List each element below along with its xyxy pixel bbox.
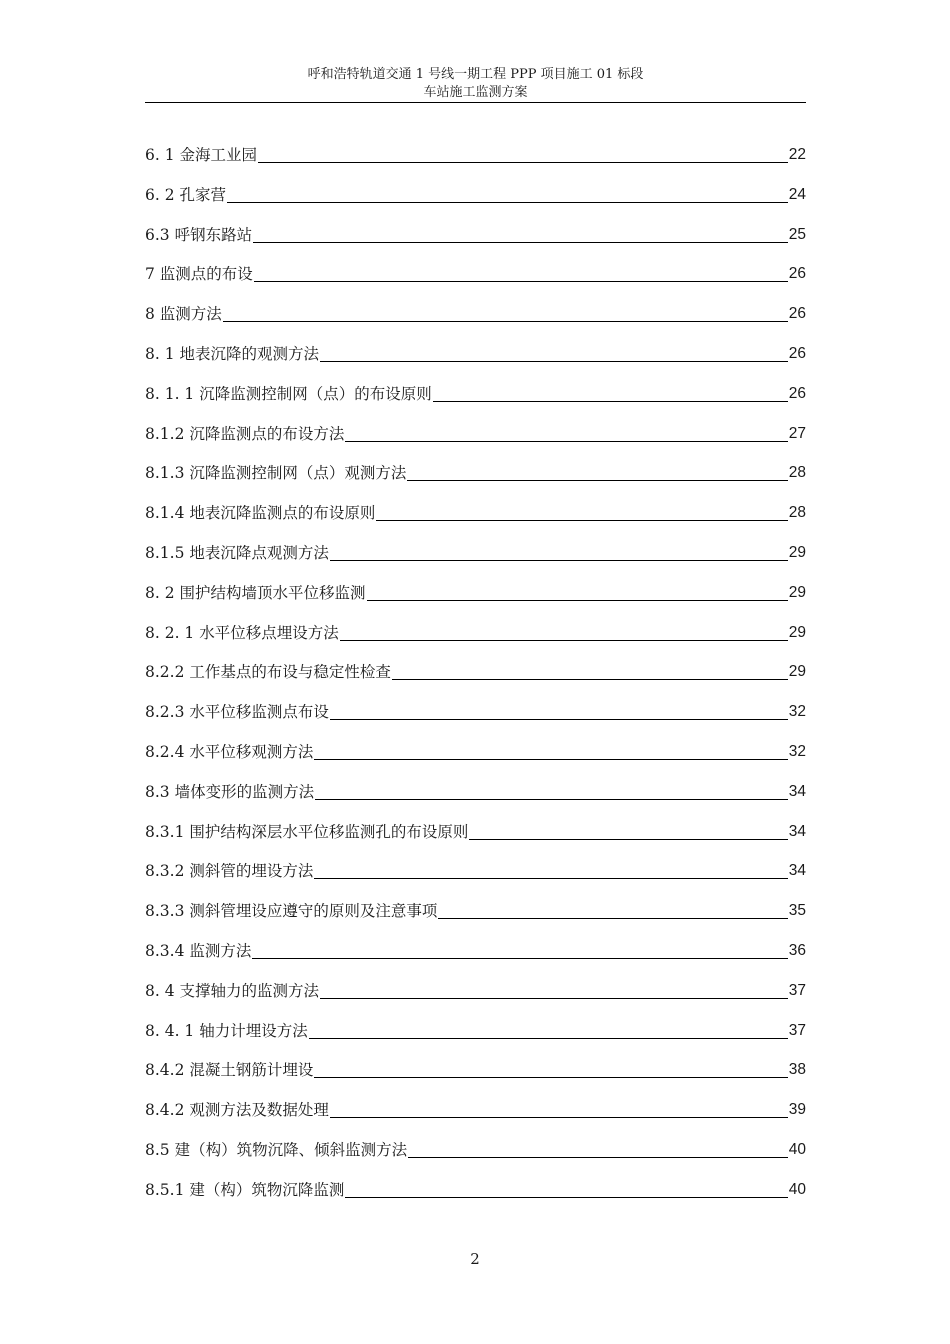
toc-entry-title: 8.3.1 围护结构深层水平位移监测孔的布设原则 <box>145 822 469 841</box>
toc-leader-line <box>320 341 788 362</box>
toc-entry-title: 8.2.4 水平位移观测方法 <box>145 742 314 761</box>
toc-leader-line <box>340 620 788 641</box>
toc-entry[interactable] <box>145 421 806 461</box>
toc-leader-line <box>315 779 788 800</box>
toc-entry[interactable] <box>145 1137 806 1177</box>
toc-entry[interactable] <box>145 182 806 222</box>
toc-entry-title: 8. 4 支撑轴力的监测方法 <box>145 981 320 1000</box>
toc-entry-page: 37 <box>788 981 806 999</box>
toc-leader-line <box>438 898 787 919</box>
toc-leader-line <box>314 1057 787 1078</box>
toc-leader-line <box>314 858 787 879</box>
toc-entry-title: 8.1.2 沉降监测点的布设方法 <box>145 424 345 443</box>
toc-entry[interactable] <box>145 819 806 859</box>
toc-leader-line <box>223 301 788 322</box>
toc-leader-line <box>407 460 787 481</box>
toc-entry[interactable] <box>145 261 806 301</box>
page-header <box>145 66 806 102</box>
toc-entry-title: 8.2.2 工作基点的布设与稳定性检查 <box>145 663 391 682</box>
toc-entry-page: 29 <box>788 583 806 601</box>
toc-entry[interactable] <box>145 978 806 1018</box>
toc-leader-line <box>258 142 788 163</box>
toc-entry-page: 27 <box>788 424 806 442</box>
toc-entry-page: 29 <box>788 543 806 561</box>
toc-entry[interactable] <box>145 659 806 699</box>
toc-entry-page: 32 <box>788 742 806 760</box>
toc-entry[interactable] <box>145 1018 806 1058</box>
toc-entry[interactable] <box>145 858 806 898</box>
toc-leader-line <box>227 182 788 203</box>
toc-leader-line <box>254 261 788 282</box>
toc-leader-line <box>252 938 787 959</box>
toc-entry[interactable] <box>145 540 806 580</box>
toc-entry[interactable] <box>145 341 806 381</box>
toc-entry-page: 36 <box>788 941 806 959</box>
toc-entry-title: 8. 4. 1 轴力计埋设方法 <box>145 1021 308 1040</box>
toc-leader-line <box>408 1137 788 1158</box>
toc-entry[interactable] <box>145 460 806 500</box>
toc-entry-page: 40 <box>788 1140 806 1158</box>
toc-leader-line <box>392 659 788 680</box>
toc-entry-title: 8.1.4 地表沉降监测点的布设原则 <box>145 504 376 523</box>
toc-entry-page: 29 <box>788 663 806 681</box>
toc-entry-title: 8. 2. 1 水平位移点埋设方法 <box>145 623 339 642</box>
toc-leader-line <box>320 978 788 999</box>
header-project-title: 呼和浩特轨道交通 1 号线一期工程 PPP 项目施工 01 标段 <box>307 67 644 82</box>
toc-entry-title: 7 监测点的布设 <box>145 265 253 284</box>
toc-entry[interactable] <box>145 898 806 938</box>
toc-entry-title: 6. 2 孔家营 <box>145 185 227 204</box>
table-of-contents <box>145 142 806 1217</box>
header-document-title: 车站施工监测方案 <box>423 85 528 100</box>
toc-entry[interactable] <box>145 142 806 182</box>
toc-entry-page: 24 <box>788 185 806 203</box>
toc-entry-page: 26 <box>788 344 806 362</box>
toc-entry-page: 38 <box>788 1061 806 1079</box>
toc-entry-page: 35 <box>788 902 806 920</box>
toc-entry-title: 8.5.1 建（构）筑物沉降监测 <box>145 1180 345 1199</box>
toc-leader-line <box>330 699 788 720</box>
toc-entry-title: 8. 1. 1 沉降监测控制网（点）的布设原则 <box>145 384 432 403</box>
toc-entry-title: 8. 2 围护结构墙顶水平位移监测 <box>145 583 366 602</box>
toc-entry[interactable] <box>145 739 806 779</box>
toc-entry-page: 22 <box>788 146 806 163</box>
toc-entry[interactable] <box>145 580 806 620</box>
page-number: 2 <box>470 1250 480 1268</box>
toc-entry-title: 6.3 呼钢东路站 <box>145 225 253 244</box>
toc-entry[interactable] <box>145 779 806 819</box>
toc-entry-page: 29 <box>788 623 806 641</box>
toc-entry[interactable] <box>145 1177 806 1217</box>
toc-entry-page: 26 <box>788 265 806 283</box>
toc-entry-title: 8.4.2 混凝土钢筋计埋设 <box>145 1061 314 1080</box>
toc-entry-page: 34 <box>788 782 806 800</box>
toc-entry-title: 8.4.2 观测方法及数据处理 <box>145 1101 329 1120</box>
toc-entry-page: 40 <box>788 1180 806 1198</box>
toc-entry[interactable] <box>145 1057 806 1097</box>
toc-leader-line <box>345 421 787 442</box>
toc-entry-title: 8.3.4 监测方法 <box>145 941 252 960</box>
toc-leader-line <box>309 1018 788 1039</box>
toc-entry-page: 34 <box>788 862 806 880</box>
toc-entry-page: 26 <box>788 305 806 323</box>
toc-entry-title: 6. 1 金海工业园 <box>145 146 258 164</box>
toc-entry[interactable] <box>145 620 806 660</box>
toc-entry-page: 34 <box>788 822 806 840</box>
toc-entry-title: 8. 1 地表沉降的观测方法 <box>145 344 320 363</box>
toc-entry-page: 39 <box>788 1101 806 1119</box>
toc-entry[interactable] <box>145 301 806 341</box>
toc-leader-line <box>469 819 787 840</box>
toc-entry-title: 8.3.2 测斜管的埋设方法 <box>145 862 314 881</box>
toc-entry-title: 8.1.5 地表沉降点观测方法 <box>145 543 329 562</box>
toc-entry[interactable] <box>145 222 806 262</box>
toc-leader-line <box>433 381 788 402</box>
toc-entry-title: 8.1.3 沉降监测控制网（点）观测方法 <box>145 464 407 483</box>
toc-entry[interactable] <box>145 1097 806 1137</box>
toc-entry-page: 28 <box>788 464 806 482</box>
toc-entry[interactable] <box>145 500 806 540</box>
toc-leader-line <box>330 1097 788 1118</box>
toc-entry[interactable] <box>145 381 806 421</box>
toc-entry-title: 8.5 建（构）筑物沉降、倾斜监测方法 <box>145 1140 408 1159</box>
toc-leader-line <box>330 540 788 561</box>
toc-entry-title: 8.3.3 测斜管埋设应遵守的原则及注意事项 <box>145 902 438 921</box>
toc-entry-page: 37 <box>788 1021 806 1039</box>
toc-entry-page: 26 <box>788 384 806 402</box>
toc-entry-title: 8.3 墙体变形的监测方法 <box>145 782 315 801</box>
toc-leader-line <box>314 739 787 760</box>
toc-entry[interactable] <box>145 699 806 739</box>
toc-entry[interactable] <box>145 938 806 978</box>
toc-leader-line <box>253 222 788 243</box>
toc-leader-line <box>376 500 787 521</box>
toc-entry-page: 28 <box>788 504 806 522</box>
toc-entry-title: 8.2.3 水平位移监测点布设 <box>145 703 329 722</box>
toc-leader-line <box>367 580 788 601</box>
header-divider <box>145 102 806 103</box>
toc-leader-line <box>345 1177 787 1198</box>
toc-entry-title: 8 监测方法 <box>145 305 222 324</box>
toc-entry-page: 32 <box>788 703 806 721</box>
toc-entry-page: 25 <box>788 225 806 243</box>
